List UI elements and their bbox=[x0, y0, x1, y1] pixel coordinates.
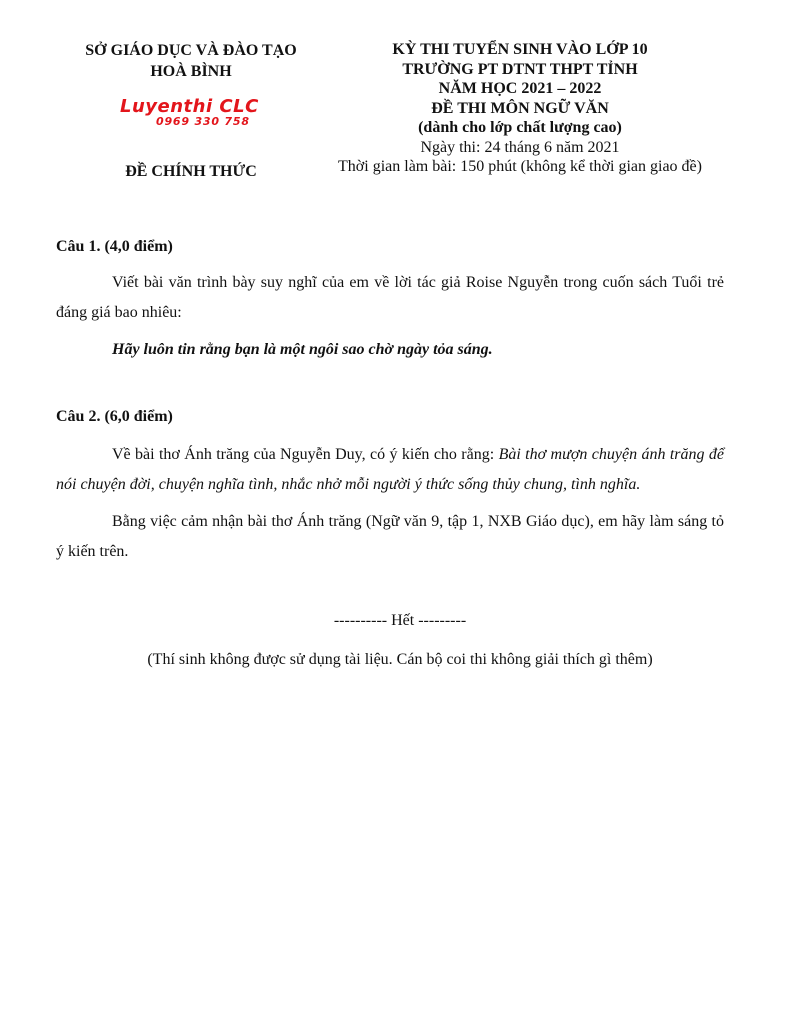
department-name: SỞ GIÁO DỤC VÀ ĐÀO TẠO bbox=[85, 42, 297, 59]
school-name: TRƯỜNG PT DTNT THPT TỈNH bbox=[402, 60, 638, 78]
question-1-quote: Hãy luôn tin rằng bạn là một ngôi sao chờ ngày tỏa sáng. bbox=[112, 341, 493, 358]
exam-name: KỲ THI TUYỂN SINH VÀO LỚP 10 bbox=[392, 41, 648, 58]
logo-phone: 0969 330 758 bbox=[156, 115, 250, 128]
question-2-opinion: Bài thơ mượn chuyện ánh trăng để nói chuyện đời, chuyện nghĩa tình, nhắc nhở mỗi người ý thức sống thủy chung, tình nghĩa. bbox=[56, 446, 724, 493]
question-2-title: Câu 2. (6,0 điểm) bbox=[56, 408, 173, 425]
question-2-task: Bằng việc cảm nhận bài thơ Ánh trăng (Ngữ văn 9, tập 1, NXB Giáo dục), em hãy làm sáng tỏ ý kiến trên. bbox=[56, 513, 724, 560]
question-1-title: Câu 1. (4,0 điểm) bbox=[56, 238, 173, 255]
footer-note: (Thí sinh không được sử dụng tài liệu. Cán bộ coi thi không giải thích gì thêm) bbox=[147, 651, 653, 668]
question-2-intro bbox=[56, 440, 724, 500]
official-label: ĐỀ CHÍNH THỨC bbox=[125, 163, 257, 180]
province-name: HOÀ BÌNH bbox=[150, 63, 232, 80]
question-1-body: Viết bài văn trình bày suy nghĩ của em về lời tác giả Roise Nguyễn trong cuốn sách Tuổi trẻ đáng giá bao nhiêu: bbox=[56, 274, 724, 321]
logo-brand: Luyenthi CLC bbox=[120, 96, 259, 117]
subject-title: ĐỀ THI MÔN NGỮ VĂN bbox=[431, 99, 609, 117]
exam-date: Ngày thi: 24 tháng 6 năm 2021 bbox=[420, 138, 620, 156]
end-marker: ---------- Hết --------- bbox=[333, 612, 467, 629]
question-2-intro-text: Về bài thơ Ánh trăng của Nguyễn Duy, có ý kiến cho rằng: bbox=[112, 446, 499, 463]
watermark-logo bbox=[110, 96, 270, 132]
school-year: NĂM HỌC 2021 – 2022 bbox=[438, 80, 602, 97]
exam-header bbox=[320, 40, 720, 177]
department-header bbox=[56, 40, 326, 82]
exam-duration: Thời gian làm bài: 150 phút (không kể thời gian giao đề) bbox=[338, 158, 702, 175]
class-type: (dành cho lớp chất lượng cao) bbox=[418, 119, 622, 136]
